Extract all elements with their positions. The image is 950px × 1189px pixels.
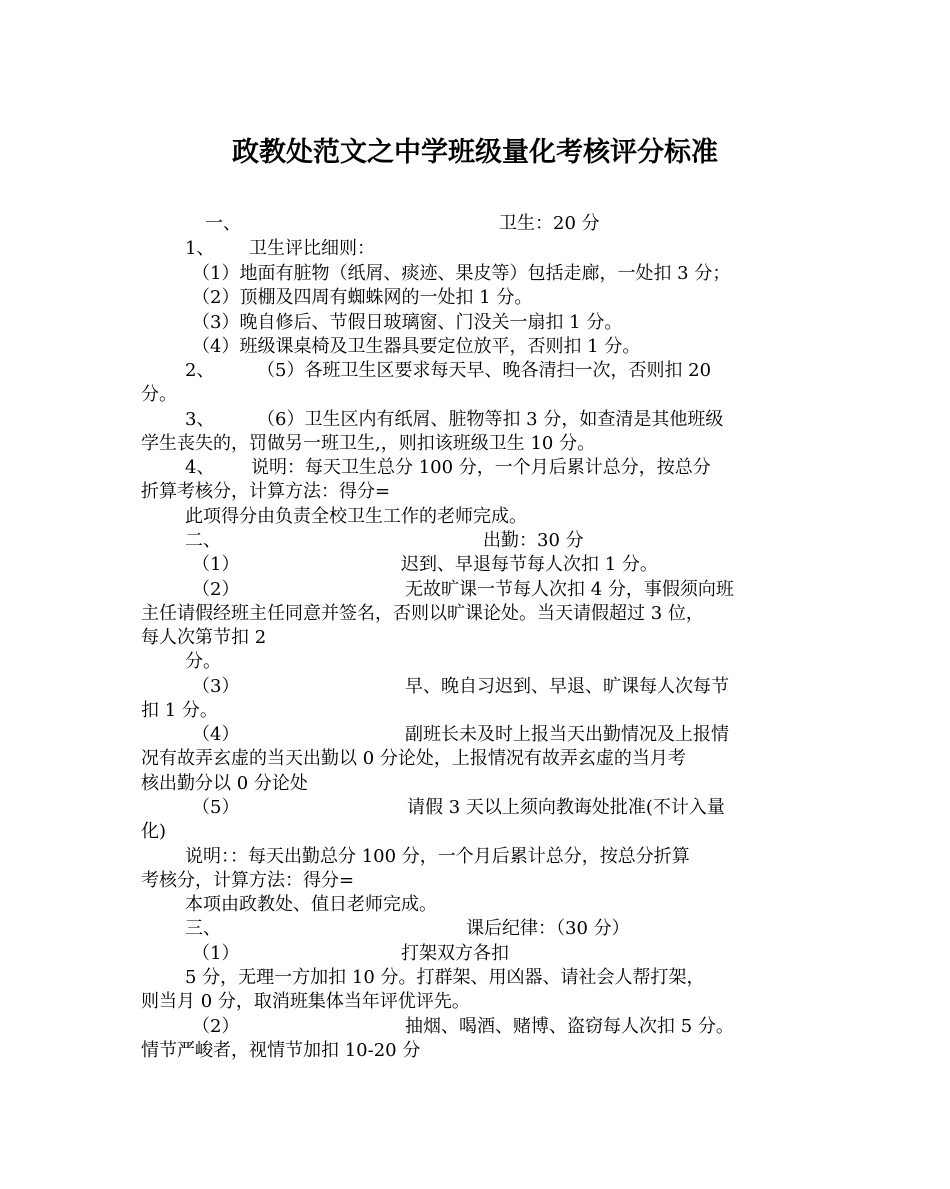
text-line: 5 分，无理一方加扣 10 分。打群架、用凶器、请社会人帮打架，: [185, 967, 705, 988]
text-line: 说明：：每天出勤总分 100 分，一个月后累计总分，按总分折算: [185, 846, 690, 867]
text-line: 无故旷课一节每人次扣 4 分，事假须向班: [405, 579, 734, 600]
item-number: （4）: [192, 724, 240, 745]
text-line: 学生丧失的，罚做另一班卫生,，则扣该班级卫生 10 分。: [141, 433, 596, 454]
item-number: （1）: [192, 943, 240, 964]
text-line: 说明：每天卫生总分 100 分，一个月后累计总分，按总分: [251, 457, 711, 478]
text-line: （5）各班卫生区要求每天早、晚各清扫一次，否则扣 20: [257, 360, 712, 381]
item-number: （1）: [192, 554, 240, 575]
text-line: 副班长未及时上报当天出勤情况及上报情: [405, 724, 729, 745]
item-number: （3）: [192, 676, 240, 697]
text-line: 分。: [141, 384, 177, 405]
section-number: 三、: [185, 918, 221, 939]
text-line: （1）地面有脏物（纸屑、痰迹、果皮等）包括走廊，一处扣 3 分；: [192, 263, 731, 284]
text-line: 况有故弄玄虚的当天出勤以 0 分论处，上报情况有故弄玄虚的当月考: [141, 748, 686, 769]
text-line: 情节严峻者，视情节加扣 10-20 分: [141, 1040, 421, 1061]
item-number: 2、: [185, 360, 215, 381]
text-line: 化): [141, 821, 167, 842]
text-line: 主任请假经班主任同意并签名，否则以旷课论处。当天请假超过 3 位，: [141, 603, 704, 624]
text-line: 则当月 0 分，取消班集体当年评优评先。: [141, 991, 470, 1012]
document-title: 政教处范文之中学班级量化考核评分标准: [232, 137, 718, 168]
text-line: （2）顶棚及四周有蜘蛛网的一处扣 1 分。: [192, 287, 533, 308]
text-line: （6）卫生区内有纸屑、脏物等扣 3 分，如查清是其他班级: [257, 409, 724, 430]
text-line: 早、晚自习迟到、早退、旷课每人次每节: [405, 676, 729, 697]
text-line: 迟到、早退每节每人次扣 1 分。: [401, 554, 658, 575]
section-heading-attendance: 出勤：30 分: [483, 530, 584, 551]
item-number: （5）: [192, 797, 240, 818]
section-number: 一、: [205, 213, 241, 234]
text-line: 每人次第节扣 2: [141, 627, 267, 648]
section-heading-discipline: 课后纪律：（30 分）: [466, 918, 630, 939]
item-number: 1、: [185, 238, 215, 259]
section-number: 二、: [185, 530, 221, 551]
item-heading: 卫生评比细则：: [249, 238, 375, 259]
section-heading-hygiene: 卫生：20 分: [499, 213, 600, 234]
text-line: （4）班级课桌椅及卫生器具要定位放平，否则扣 1 分。: [192, 336, 641, 357]
item-number: （2）: [192, 1016, 240, 1037]
item-number: （2）: [192, 579, 240, 600]
text-line: 分。: [185, 651, 221, 672]
text-line: 本项由政教处、值日老师完成。: [185, 894, 437, 915]
text-line: 扣 1 分。: [141, 700, 218, 721]
item-number: 4、: [185, 457, 215, 478]
text-line: 考核分，计算方法：得分=: [141, 870, 355, 891]
text-line: 此项得分由负责全校卫生工作的老师完成。: [185, 506, 527, 527]
text-line: （3）晚自修后、节假日玻璃窗、门没关一扇扣 1 分。: [192, 312, 623, 333]
text-line: 请假 3 天以上须向教诲处批准(不计入量: [407, 797, 725, 818]
text-line: 打架双方各扣: [401, 943, 509, 964]
text-line: 抽烟、喝酒、赌博、盗窃每人次扣 5 分。: [405, 1016, 734, 1037]
text-line: 核出勤分以 0 分论处: [141, 773, 308, 794]
item-number: 3、: [185, 409, 215, 430]
text-line: 折算考核分，计算方法：得分=: [141, 481, 391, 502]
